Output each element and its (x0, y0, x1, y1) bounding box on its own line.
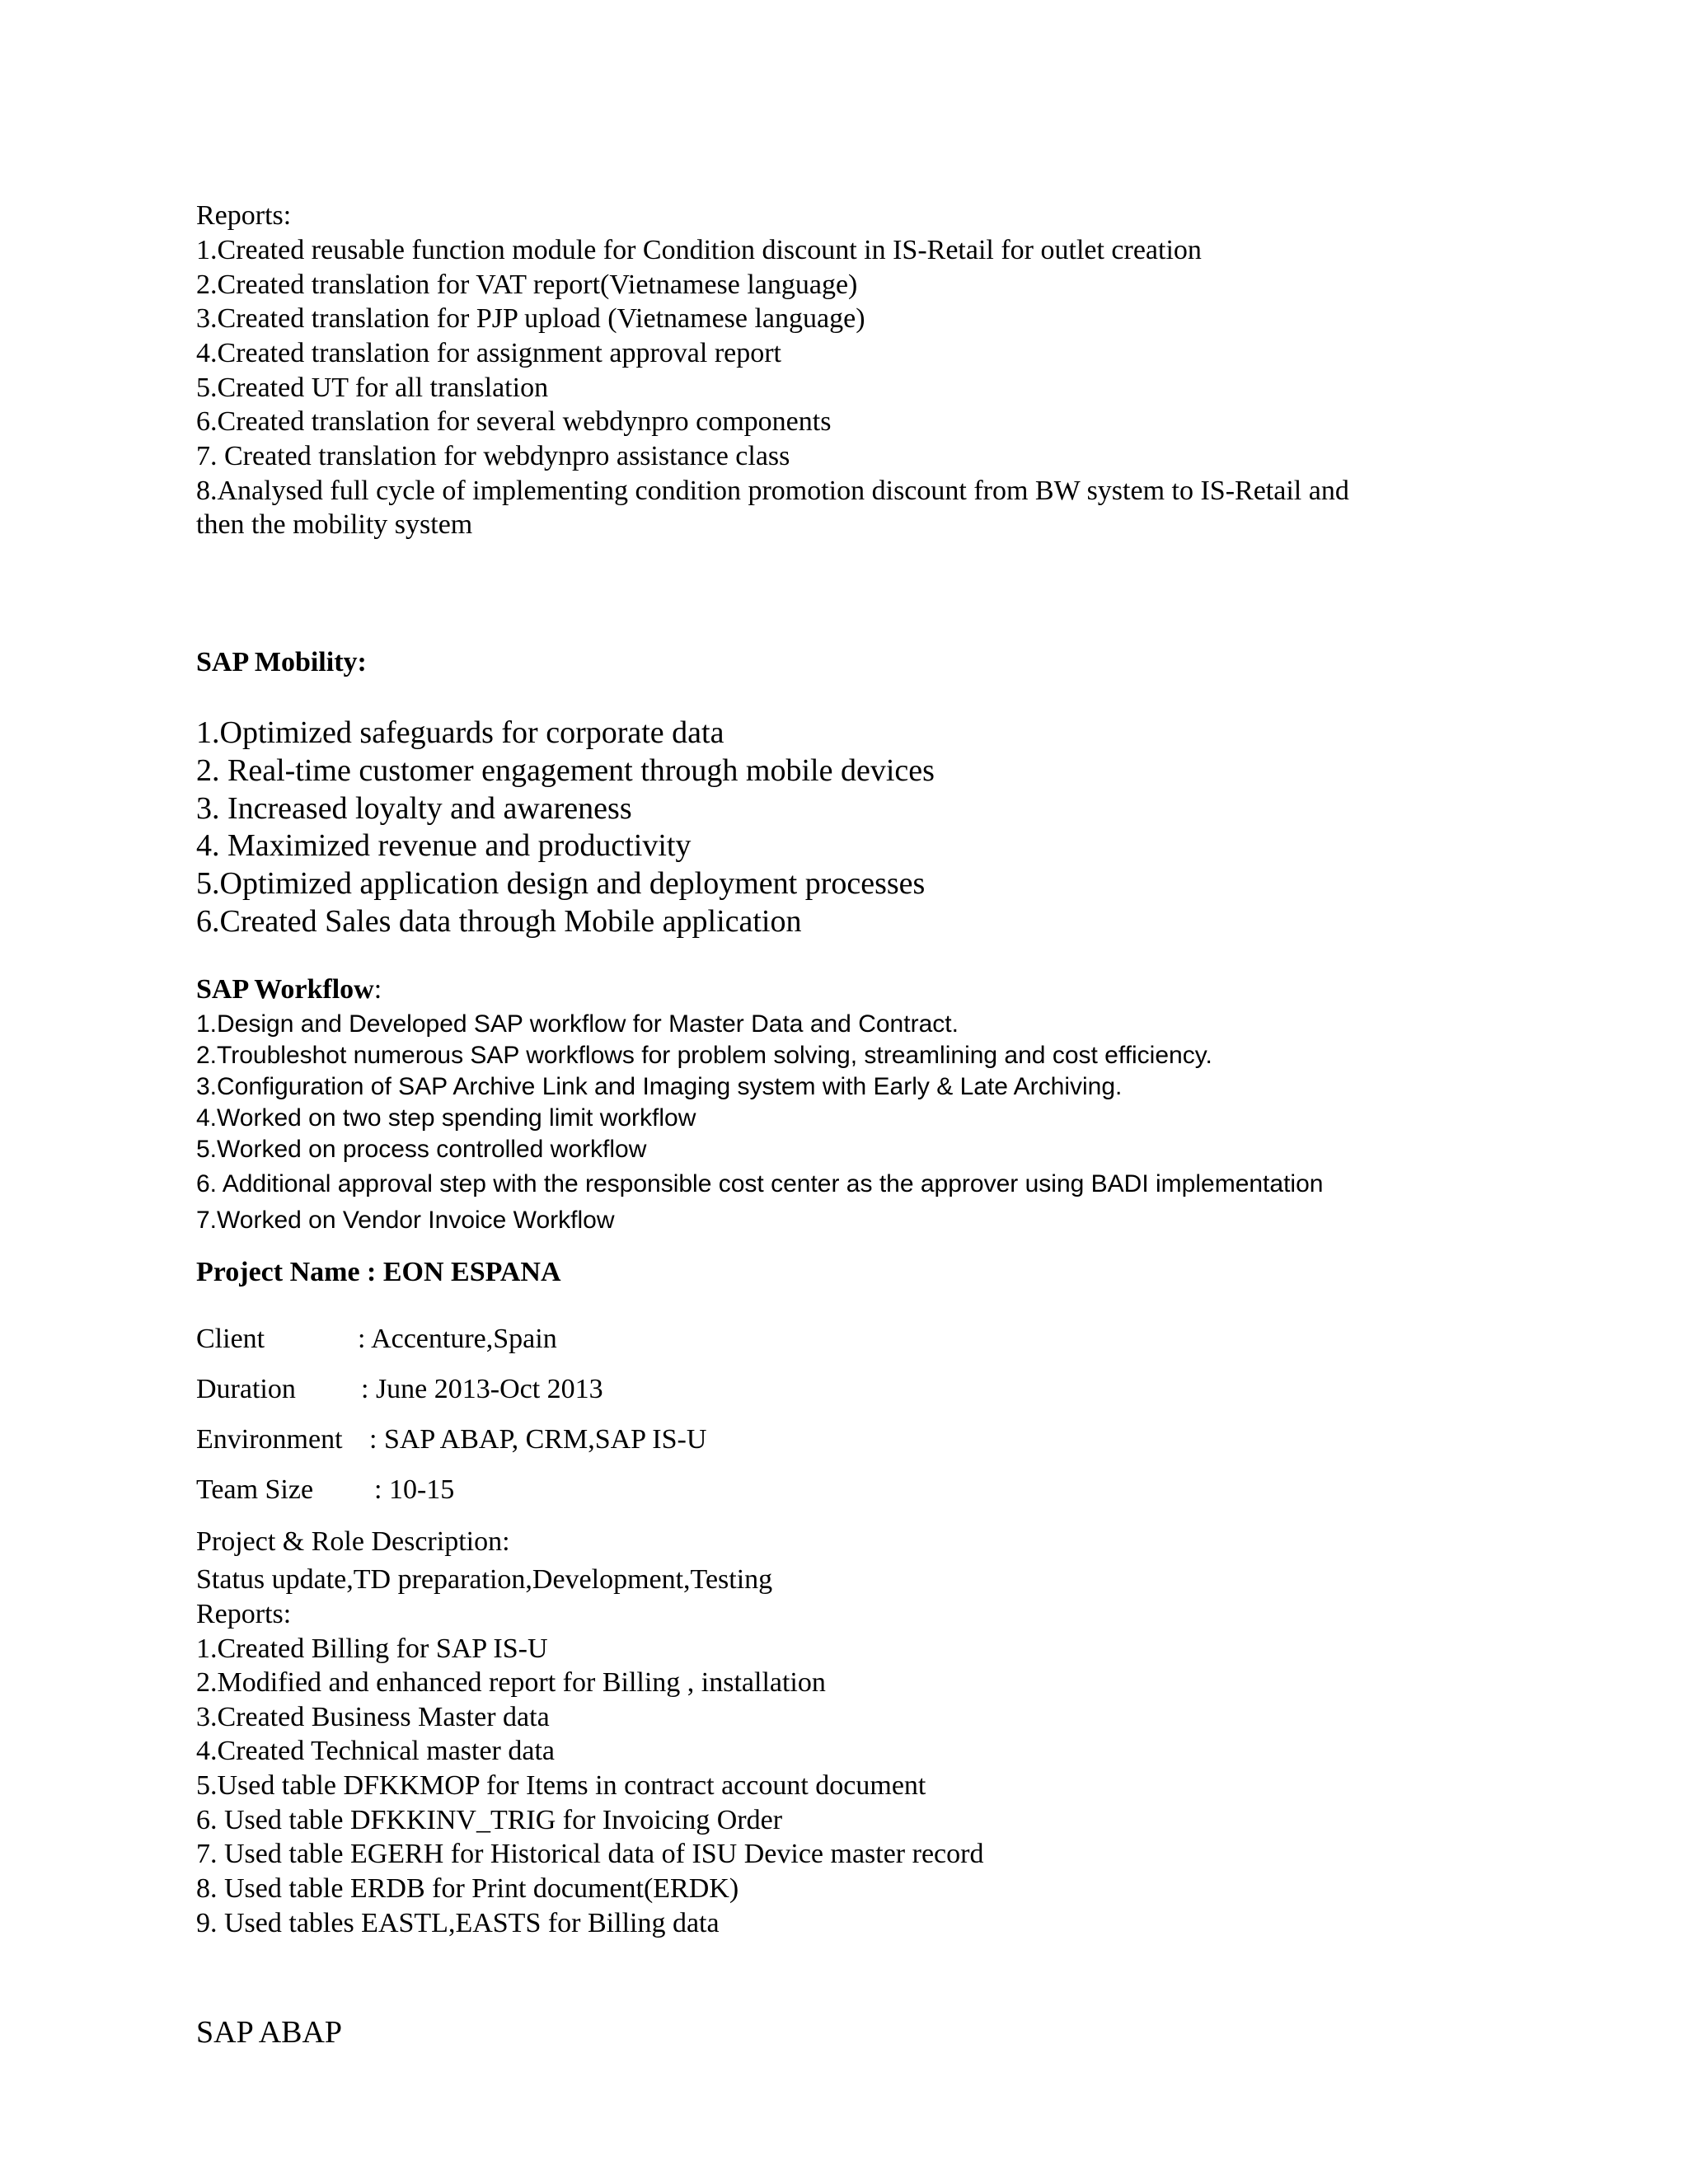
reports-heading: Reports: (196, 200, 292, 231)
list-item: 2.Modified and enhanced report for Billing , installation (196, 1667, 826, 1698)
role-heading: Project & Role Description: (196, 1526, 510, 1557)
list-item: 4.Created Technical master data (196, 1736, 556, 1766)
list-item: 2.Created translation for VAT report(Vietnamese language) (196, 269, 858, 300)
team-label: Team Size (196, 1474, 314, 1505)
project-environment-row (196, 1422, 706, 1457)
list-item: 3.Created translation for PJP upload (Vietnamese language) (196, 303, 865, 334)
environment-value: : SAP ABAP, CRM,SAP IS-U (369, 1424, 707, 1455)
list-item: 8.Analysed full cycle of implementing condition promotion discount from BW system to IS-Retail and (196, 476, 1349, 506)
mobility-heading: SAP Mobility: (196, 647, 367, 677)
workflow-heading-colon: : (373, 974, 382, 1005)
project-client-row (196, 1322, 557, 1357)
project-team-row (196, 1473, 454, 1507)
list-item: 7. Used table EGERH for Historical data of ISU Device master record (196, 1839, 984, 1869)
duration-label: Duration (196, 1374, 296, 1404)
list-item: 4.Created translation for assignment approval report (196, 338, 781, 368)
section-heading-sap-abap: SAP ABAP (196, 2015, 343, 2050)
list-item: 3.Created Business Master data (196, 1702, 550, 1732)
list-item: 5.Created UT for all translation (196, 373, 549, 403)
list-item: 4. Maximized revenue and productivity (196, 828, 692, 863)
list-item: 2.Troubleshot numerous SAP workflows for problem solving, streamlining and cost efficiency. (196, 1042, 1212, 1069)
list-item: 6. Additional approval step with the responsible cost center as the approver using BADI implementation (196, 1170, 1324, 1197)
role-text: Status update,TD preparation,Development,Testing (196, 1564, 773, 1595)
workflow-heading (196, 972, 382, 1007)
client-label: Client (196, 1324, 265, 1354)
list-item: 6. Used table DFKKINV_TRIG for Invoicing Order (196, 1805, 783, 1835)
list-item: 5.Worked on process controlled workflow (196, 1136, 647, 1163)
list-item: 6.Created Sales data through Mobile application (196, 904, 802, 939)
client-value: : Accenture,Spain (358, 1324, 557, 1354)
list-item: 1.Created Billing for SAP IS-U (196, 1633, 548, 1664)
list-item: 3. Increased loyalty and awareness (196, 791, 632, 826)
list-item: 3.Configuration of SAP Archive Link and Imaging system with Early & Late Archiving. (196, 1073, 1123, 1100)
project-duration-row (196, 1372, 603, 1407)
list-item: 4.Worked on two step spending limit workflow (196, 1104, 696, 1132)
list-item: 5.Optimized application design and deployment processes (196, 866, 926, 901)
environment-label: Environment (196, 1424, 343, 1455)
list-item: 7. Created translation for webdynpro assistance class (196, 441, 790, 471)
list-item: 8. Used table ERDB for Print document(ERDK) (196, 1873, 739, 1904)
list-item: 1.Created reusable function module for Condition discount in IS-Retail for outlet creation (196, 235, 1202, 265)
list-item: then the mobility system (196, 509, 473, 540)
list-item: 5.Used table DFKKMOP for Items in contract account document (196, 1770, 926, 1801)
project-title: Project Name : EON ESPANA (196, 1257, 561, 1287)
reports-heading: Reports: (196, 1599, 292, 1629)
list-item: 7.Worked on Vendor Invoice Workflow (196, 1207, 615, 1234)
list-item: 2. Real-time customer engagement through mobile devices (196, 753, 935, 788)
team-value: : 10-15 (374, 1474, 455, 1505)
duration-value: : June 2013-Oct 2013 (361, 1374, 603, 1404)
list-item: 6.Created translation for several webdynpro components (196, 406, 832, 437)
list-item: 1.Optimized safeguards for corporate data (196, 715, 724, 750)
workflow-heading-text: SAP Workflow (196, 974, 374, 1005)
list-item: 9. Used tables EASTL,EASTS for Billing data (196, 1908, 720, 1938)
list-item: 1.Design and Developed SAP workflow for Master Data and Contract. (196, 1010, 959, 1038)
